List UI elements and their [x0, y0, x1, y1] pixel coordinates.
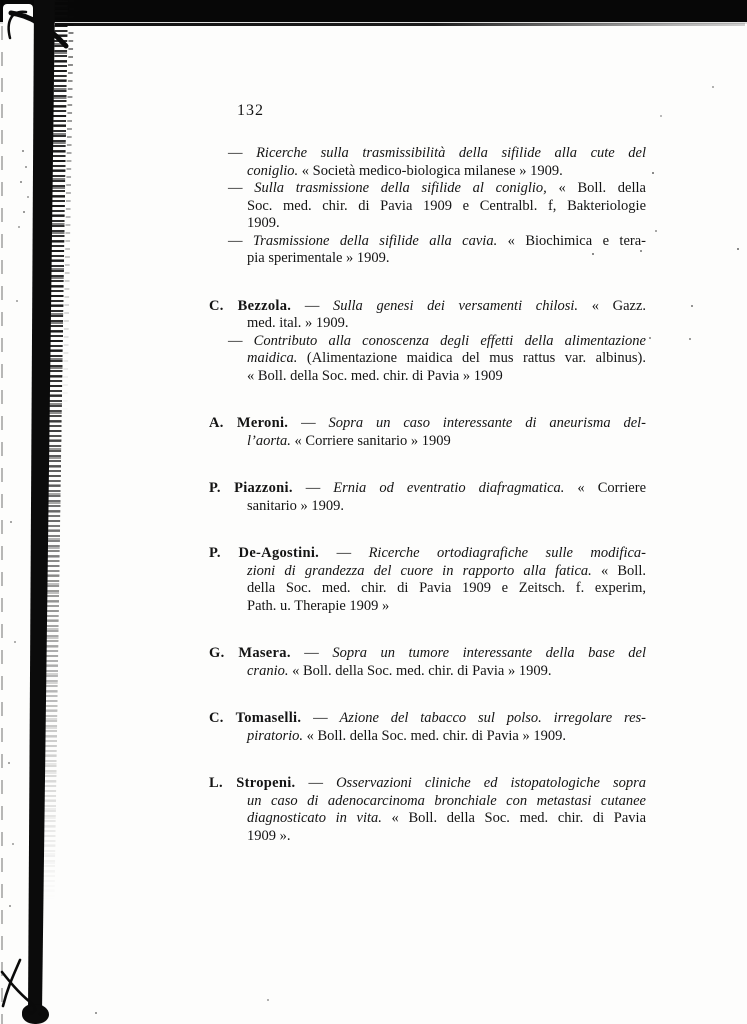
- bib-entry-line: [247, 350, 646, 368]
- text-run: Ricerche ortodiagrafiche sulle modifica-: [368, 545, 647, 561]
- bib-entry-line: [247, 598, 646, 616]
- text-run: —: [301, 710, 340, 726]
- text-run: Azione del tabacco sul polso. irregolare res-: [339, 710, 646, 726]
- bib-entry-line: [247, 728, 646, 746]
- text-run: L. Stropeni.: [209, 775, 296, 791]
- text-run: « Società medico-biologica milanese » 1909.: [298, 162, 563, 179]
- bib-entry-line: [209, 415, 646, 433]
- bibliography-entry: [228, 332, 646, 386]
- text-run: C. Bezzola.: [209, 297, 292, 314]
- text-run: l’aorta.: [247, 432, 291, 449]
- bibliography-entry: [209, 480, 647, 515]
- text-run: —: [228, 145, 257, 161]
- handwritten-scribble-mark: [0, 948, 60, 1024]
- text-run: G. Masera.: [209, 645, 291, 661]
- bib-entry-line: [247, 198, 646, 216]
- text-run: coniglio.: [247, 162, 299, 179]
- text-run: med. ital. » 1909.: [247, 315, 349, 331]
- text-run: Contributo alla conoscenza degli effetti della alimentazione: [253, 332, 646, 349]
- text-run: P. Piazzoni.: [209, 480, 293, 496]
- scan-rule-line: [55, 23, 745, 26]
- text-run: della Soc. med. chir. di Pavia 1909 e Zeitsch. f. experim,: [247, 580, 646, 596]
- bib-entry-line: [209, 545, 646, 563]
- text-run: sanitario » 1909.: [247, 497, 345, 514]
- text-run: maidica.: [247, 350, 298, 366]
- bib-entry-line: [247, 250, 646, 268]
- text-run: « Boll. della: [546, 180, 646, 196]
- bib-entry-line: [209, 775, 646, 793]
- text-run: Trasmissione della sifilide alla cavia.: [252, 232, 498, 249]
- text-run: Osservazioni cliniche ed istopatologiche sopra: [336, 775, 646, 791]
- text-run: « Biochimica e tera-: [497, 232, 646, 249]
- text-run: 1909.: [247, 215, 280, 231]
- bib-entry-line: [247, 563, 646, 581]
- bibliography-entry: [228, 180, 646, 233]
- bib-entry-line: [247, 580, 646, 598]
- text-run: zioni di grandezza del cuore in rapporto alla fatica.: [247, 562, 592, 579]
- text-run: « Corriere sanitario » 1909: [290, 432, 451, 449]
- text-run: 1909 ».: [247, 827, 291, 844]
- bib-entry-line: [247, 498, 646, 516]
- bibliography-entry: [209, 645, 646, 680]
- bibliography-entry: [228, 232, 646, 268]
- text-run: —: [319, 545, 369, 561]
- bib-entry-line: [228, 145, 646, 163]
- bib-entry-line: [247, 315, 646, 333]
- bib-entry-line: [228, 333, 646, 351]
- page-number: 132: [237, 102, 264, 119]
- bib-entry-line: [209, 480, 646, 498]
- text-run: —: [295, 775, 337, 791]
- text-run: « Boll. della Soc. med. chir. di Pavia » 1909.: [288, 662, 552, 679]
- text-run: Sulla trasmissione della sifilide al coniglio,: [254, 180, 547, 196]
- scanner-top-band: [0, 0, 747, 22]
- text-run: A. Meroni.: [209, 415, 289, 431]
- text-run: —: [228, 332, 254, 349]
- bibliography-entry: [228, 145, 647, 180]
- text-run: Soc. med. chir. di Pavia 1909 e Centralbl. f, Bakteriologie: [247, 197, 646, 214]
- text-run: Sulla genesi dei versamenti chilosi.: [332, 297, 579, 314]
- text-run: cranio.: [247, 662, 289, 679]
- bib-entry-line: [247, 793, 646, 811]
- bib-entry-line: [228, 233, 646, 251]
- bibliography: [209, 145, 647, 845]
- text-run: —: [292, 480, 334, 496]
- text-run: —: [228, 232, 253, 249]
- bib-entry-line: [247, 368, 646, 386]
- text-run: Sopra un tumore interessante della base del: [332, 645, 646, 661]
- text-run: « Gazz.: [578, 297, 647, 314]
- bib-entry-line: [209, 645, 646, 663]
- text-run: P. De-Agostini.: [209, 545, 320, 561]
- text-run: (Alimentazione maidica del mus rattus var. albinus).: [297, 350, 646, 366]
- text-run: C. Tomaselli.: [209, 710, 302, 726]
- text-run: piratorio.: [247, 727, 303, 744]
- bibliography-entry: [209, 415, 646, 450]
- bib-entry-line: [247, 163, 646, 181]
- text-run: « Boll.: [591, 562, 646, 579]
- text-run: « Boll. della Soc. med. chir. di Pavia » 1909: [247, 367, 503, 384]
- bib-entry-line: [247, 810, 646, 828]
- bibliography-entry: [209, 710, 646, 745]
- text-run: Path. u. Therapie 1909 »: [247, 597, 390, 614]
- text-run: Ernia od eventratio diafragmatica.: [333, 480, 565, 496]
- text-run: Ricerche sulla trasmissibilità della sifilide alla cute del: [256, 145, 647, 161]
- bibliography-entry: [209, 775, 647, 845]
- text-run: —: [290, 645, 333, 661]
- text-run: —: [291, 297, 333, 314]
- text-run: « Boll. della Soc. med. chir. di Pavia » 1909.: [303, 727, 566, 744]
- bib-entry-line: [247, 433, 646, 451]
- bibliography-entry: [209, 297, 647, 333]
- bib-entry-line: [228, 180, 646, 198]
- bib-entry-line: [247, 663, 646, 681]
- bib-entry-line: [209, 710, 646, 728]
- text-run: « Corriere: [564, 480, 647, 496]
- bib-entry-line: [247, 828, 646, 846]
- text-run: —: [228, 180, 255, 196]
- text-run: pia sperimentale » 1909.: [247, 250, 390, 266]
- text-run: diagnosticato in vita.: [247, 810, 382, 826]
- text-run: Sopra un caso interessante di aneurisma del-: [328, 415, 646, 431]
- left-edge-line: [1, 0, 3, 1024]
- text-run: un caso di adenocarcinoma bronchiale con metastasi cutanee: [247, 792, 646, 809]
- scan-speckles: [0, 0, 2, 2]
- text-run: —: [288, 415, 329, 431]
- bib-entry-line: [209, 298, 646, 316]
- bib-entry-line: [247, 215, 646, 233]
- text-run: « Boll. della Soc. med. chir. di Pavia: [381, 810, 647, 826]
- bibliography-entry: [209, 545, 647, 615]
